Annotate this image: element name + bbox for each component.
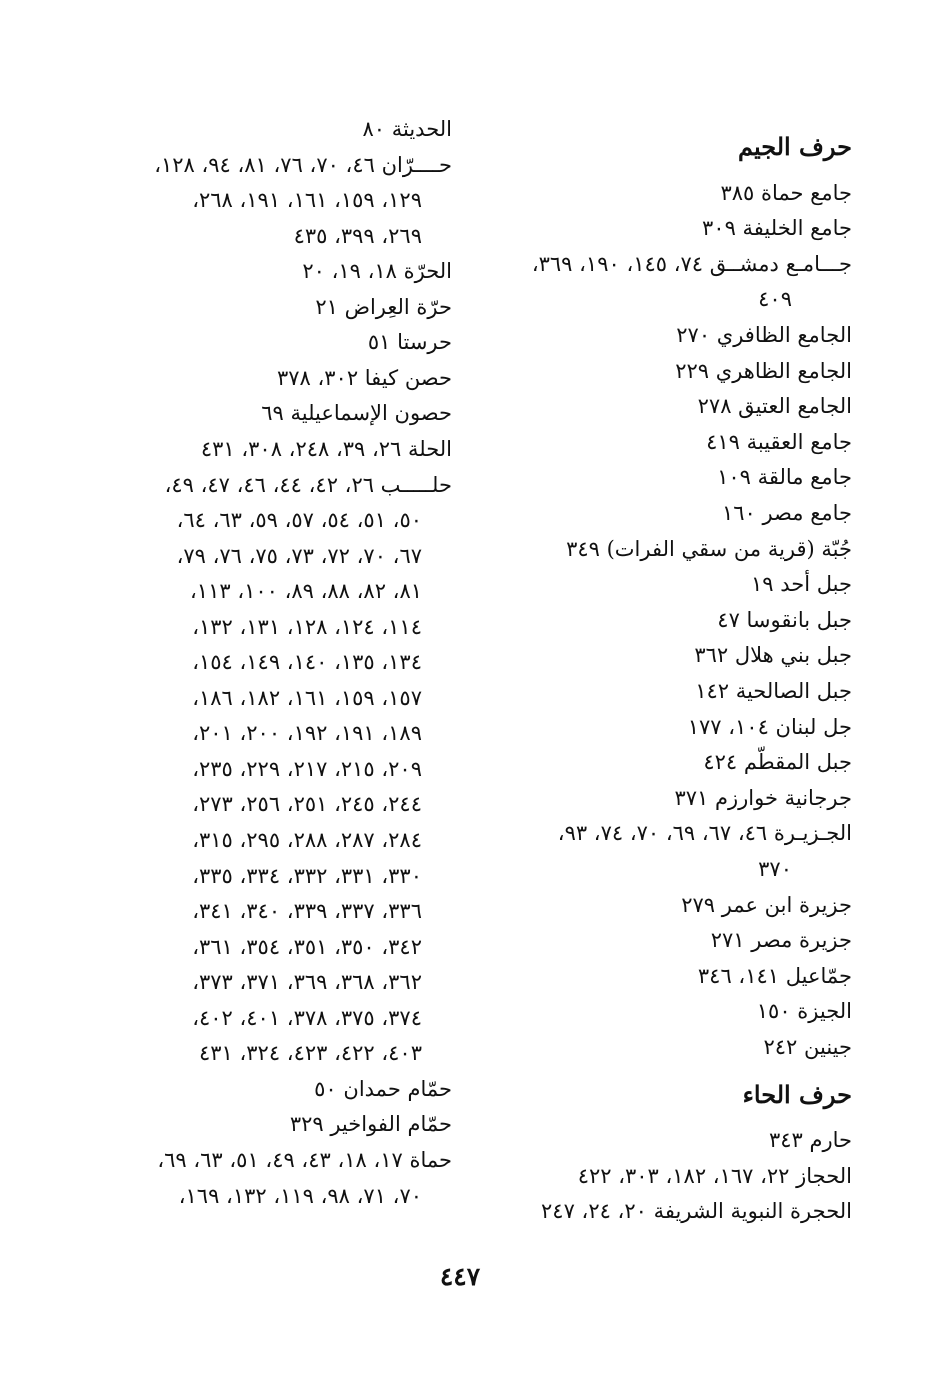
index-entry: حلـــــب ٢٦، ٤٢، ٤٤، ٤٦، ٤٧، ٤٩، (164, 472, 452, 497)
index-entry: حمّام حمدان ٥٠ (314, 1076, 452, 1101)
index-entry: جبل أحد ١٩ (751, 572, 852, 597)
index-entry: الحلة ٢٦، ٣٩، ٢٤٨، ٣٠٨، ٤٣١ (200, 436, 452, 461)
index-entry: حارم ٣٤٣ (768, 1128, 852, 1153)
index-entry-continuation: ٣٣٦، ٣٣٧، ٣٣٩، ٣٤٠، ٣٤١، (192, 899, 422, 924)
index-entry-continuation: ١٥٧، ١٥٩، ١٦١، ١٨٢، ١٨٦، (192, 685, 422, 710)
index-entry: حصون الإسماعيلية ٦٩ (261, 401, 452, 426)
index-entry-continuation: ٢٦٩، ٣٩٩، ٤٣٥ (293, 223, 422, 248)
index-entry: حــــرّان ٤٦، ٧٠، ٧٦، ٨١، ٩٤، ١٢٨، (154, 152, 452, 177)
index-entry-continuation: ١٣٤، ١٣٥، ١٤٠، ١٤٩، ١٥٤، (192, 650, 422, 675)
index-entry: جُبّة (قرية من سقي الفرات) ٣٤٩ (566, 536, 852, 561)
section-heading: حرف الجيم (738, 132, 852, 161)
index-entry: جمّاعيل ١٤١، ٣٤٦ (697, 963, 852, 988)
index-entry: الحديثة ٨٠ (362, 117, 452, 141)
index-entry: جينين ٢٤٢ (763, 1035, 852, 1059)
index-entry: جبل الصالحية ١٤٢ (695, 679, 852, 703)
index-entry: جبل المقطّم ٤٢٤ (703, 750, 852, 775)
index-entry: جامع مالقة ١٠٩ (717, 465, 852, 490)
index-entry-continuation: ٤٠٣، ٤٢٢، ٤٢٣، ٣٢٤، ٤٣١ (198, 1041, 422, 1066)
index-entry-continuation: ١٢٩، ١٥٩، ١٦١، ١٩١، ٢٦٨، (192, 188, 422, 213)
index-entry-continuation: ٢٠٩، ٢١٥، ٢١٧، ٢٢٩، ٢٣٥، (192, 756, 422, 781)
index-entry-continuation: ١١٤، ١٢٤، ١٢٨، ١٣١، ١٣٢، (192, 614, 422, 639)
section-heading: حرف الحاء (742, 1079, 852, 1109)
index-entry: الجامع الظافري ٢٧٠ (676, 323, 852, 347)
index-entry-continuation: ٦٧، ٧٠، ٧٢، ٧٣، ٧٥، ٧٦، ٧٩، (176, 543, 422, 568)
index-entry: حرّة العِراض ٢١ (315, 294, 452, 319)
index-entry: جامع العقيبة ٤١٩ (706, 429, 852, 454)
index-entry-continuation: ٣٦٢، ٣٦٨، ٣٦٩، ٣٧١، ٣٧٣، (192, 970, 422, 995)
index-entry: جزيرة ابن عمر ٢٧٩ (681, 892, 852, 917)
index-entry: الحجاز ٢٢، ١٦٧، ١٨٢، ٣٠٣، ٤٢٢ (577, 1163, 852, 1188)
page-number: ٤٤٧ (439, 1262, 481, 1291)
index-entry: حرستا ٥١ (367, 330, 452, 355)
index-entry-continuation: ٣٧٠ (758, 857, 792, 881)
index-entry: جامع الخليفة ٣٠٩ (702, 216, 852, 241)
index-entry: حمّام الفواخير ٣٢٩ (289, 1112, 452, 1137)
index-entry: حصن كيفا ٣٠٢، ٣٧٨ (276, 365, 452, 390)
index-entry-continuation: ٣٧٤، ٣٧٥، ٣٧٨، ٤٠١، ٤٠٢، (192, 1005, 422, 1030)
index-entry-continuation: ٧٠، ٧١، ٩٨، ١١٩، ١٣٢، ١٦٩، (178, 1183, 422, 1208)
index-entry: حماة ١٧، ١٨، ٤٣، ٤٩، ٥١، ٦٣، ٦٩، (157, 1147, 452, 1172)
index-entry-continuation: ٤٠٩ (758, 287, 792, 312)
index-entry: جل لبنان ١٠٤، ١٧٧ (687, 714, 852, 739)
index-entry: جزيرة مصر ٢٧١ (710, 928, 852, 953)
index-entry: الجـزيـرة ٤٦، ٦٧، ٦٩، ٧٠، ٧٤، ٩٣، (557, 821, 852, 846)
index-entry-continuation: ٣٣٠، ٣٣١، ٣٣٢، ٣٣٤، ٣٣٥، (192, 863, 422, 888)
index-entry: جبل بني هلال ٣٦٢ (694, 643, 852, 668)
index-entry-continuation: ٢٨٤، ٢٨٧، ٢٨٨، ٢٩٥، ٣١٥، (192, 828, 422, 852)
index-entry: الجيزة ١٥٠ (756, 999, 852, 1024)
index-entry: الجامع الظاهري ٢٢٩ (675, 358, 852, 383)
index-entry: جامع حماة ٣٨٥ (720, 180, 852, 205)
index-entry-continuation: ٨١، ٨٢، ٨٨، ٨٩، ١٠٠، ١١٣، (190, 579, 422, 604)
index-entry: جـــامـع دمشــق ٧٤، ١٤٥، ١٩٠، ٣٦٩، (531, 251, 852, 276)
index-entry: جرجانية خوارزم ٣٧١ (674, 785, 852, 810)
index-entry-continuation: ٢٤٤، ٢٤٥، ٢٥١، ٢٥٦، ٢٧٣، (192, 792, 422, 817)
index-entry: جبل بانقوسا ٤٧ (717, 607, 852, 632)
index-entry: الحجرة النبوية الشريفة ٢٠، ٢٤، ٢٤٧ (541, 1199, 852, 1224)
index-entry-continuation: ١٨٩، ١٩١، ١٩٢، ٢٠٠، ٢٠١، (192, 721, 422, 746)
index-entry-continuation: ٥٠، ٥١، ٥٤، ٥٧، ٥٩، ٦٣، ٦٤، (176, 508, 422, 533)
index-entry-continuation: ٣٤٢، ٣٥٠، ٣٥١، ٣٥٤، ٣٦١، (192, 934, 422, 959)
index-entry: جامع مصر ١٦٠ (721, 501, 852, 525)
index-entry: الجامع العتيق ٢٧٨ (697, 394, 852, 419)
index-entry: الحرّة ١٨، ١٩، ٢٠ (302, 259, 452, 284)
